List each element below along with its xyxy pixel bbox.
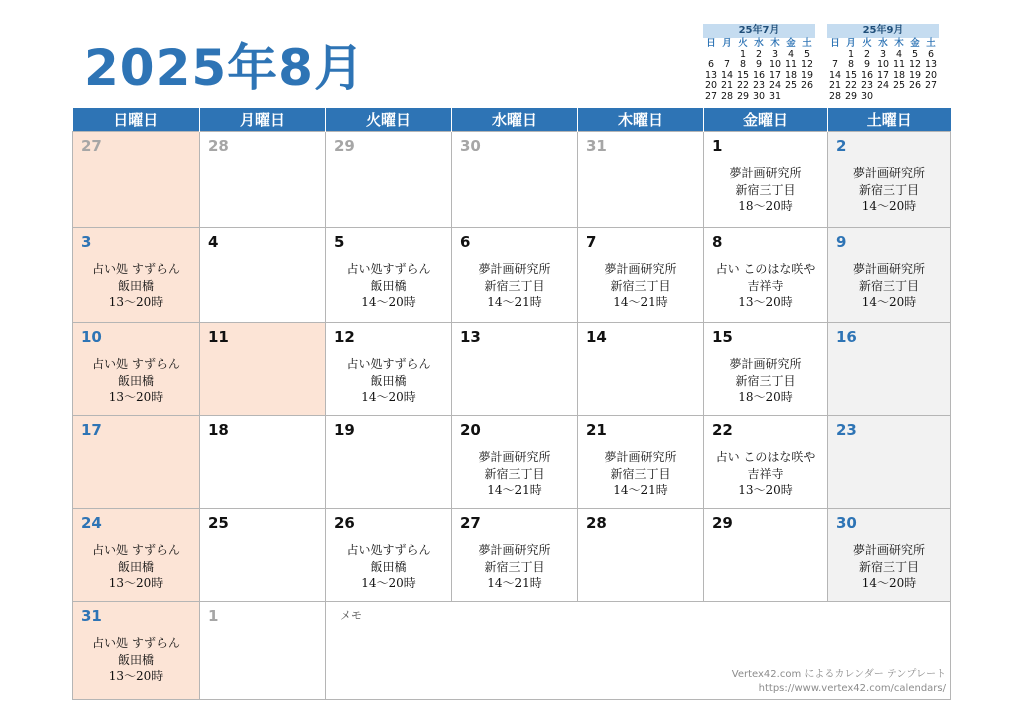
mini-day: 18 [892, 69, 906, 81]
event-text: 占い処すずらん 飯田橋 14～20時 [346, 262, 431, 309]
day-cell[interactable] [73, 509, 200, 602]
day-number: 9 [836, 233, 847, 251]
mini-day: 15 [736, 69, 750, 81]
mini-day: 20 [924, 69, 938, 81]
event-text: 占い処 すずらん 飯田橋 13～20時 [92, 357, 180, 404]
mini-day: 16 [752, 69, 766, 81]
mini-weekday-label: 金 [786, 38, 796, 49]
day-cell[interactable] [200, 323, 326, 416]
day-cell[interactable] [200, 228, 326, 323]
weekday-header: 木曜日 [578, 108, 704, 132]
day-cell[interactable] [578, 132, 704, 228]
mini-day: 3 [771, 48, 779, 60]
day-cell[interactable] [828, 509, 951, 602]
mini-day: 26 [908, 80, 922, 91]
mini-day: 4 [787, 48, 795, 60]
mini-weekday-label: 火 [862, 38, 872, 49]
day-number: 7 [586, 233, 597, 251]
week-row [73, 509, 951, 602]
mini-day: 28 [828, 90, 842, 102]
mini-day: 2 [863, 48, 871, 60]
mini-day: 28 [720, 90, 734, 102]
month-calendar-grid [72, 108, 951, 700]
week-row [73, 416, 951, 509]
day-cell[interactable] [452, 323, 578, 416]
weekday-header: 日曜日 [73, 108, 200, 132]
mini-day: 7 [831, 59, 839, 70]
day-number: 13 [460, 328, 481, 346]
week-row [73, 228, 951, 323]
event-text: 夢計画研究所 新宿三丁目 14～21時 [604, 450, 677, 497]
mini-day: 27 [704, 90, 718, 102]
day-cell[interactable] [704, 416, 828, 509]
day-cell[interactable] [326, 416, 452, 509]
mini-calendar-title: 25年9月 [827, 24, 939, 38]
mini-day: 31 [768, 90, 782, 102]
day-cell[interactable] [578, 509, 704, 602]
mini-day: 1 [739, 48, 747, 60]
day-number: 21 [586, 421, 607, 439]
day-number: 19 [334, 421, 355, 439]
mini-calendar-july [703, 24, 815, 102]
day-cell[interactable] [200, 132, 326, 228]
day-cell[interactable] [578, 228, 704, 323]
weekday-header: 火曜日 [326, 108, 452, 132]
mini-day: 9 [863, 59, 871, 70]
mini-day: 21 [828, 80, 842, 91]
day-cell[interactable] [452, 416, 578, 509]
mini-day: 30 [752, 90, 766, 102]
mini-weekday-label: 金 [910, 38, 920, 49]
day-cell[interactable] [452, 509, 578, 602]
mini-calendar-september [827, 24, 939, 102]
day-number: 29 [712, 514, 733, 532]
day-cell[interactable] [73, 323, 200, 416]
mini-day [891, 92, 907, 103]
day-cell[interactable] [73, 602, 200, 700]
day-number: 1 [712, 137, 723, 155]
mini-day: 3 [879, 48, 887, 60]
day-cell[interactable] [704, 509, 828, 602]
mini-day: 22 [844, 80, 858, 91]
mini-day: 25 [892, 80, 906, 91]
event-text: 夢計画研究所 新宿三丁目 14～21時 [478, 262, 551, 309]
mini-day [907, 92, 923, 103]
day-cell[interactable] [704, 228, 828, 323]
mini-day: 8 [847, 59, 855, 70]
day-number: 20 [460, 421, 481, 439]
day-number: 26 [334, 514, 355, 532]
weekday-header: 金曜日 [704, 108, 828, 132]
mini-weekday-label: 火 [738, 38, 748, 49]
mini-calendar-title: 25年7月 [703, 24, 815, 38]
week-row [73, 602, 951, 700]
mini-day: 12 [800, 59, 814, 70]
event-text: 夢計画研究所 新宿三丁目 14～20時 [852, 262, 925, 309]
mini-calendar-days [827, 39, 939, 102]
day-number: 14 [586, 328, 607, 346]
mini-day: 10 [876, 59, 890, 70]
mini-day: 15 [844, 69, 858, 81]
mini-day: 2 [755, 48, 763, 60]
mini-weekday-label: 日 [830, 38, 840, 49]
mini-weekday-label: 月 [722, 38, 732, 49]
mini-day: 10 [768, 59, 782, 70]
mini-weekday-label: 水 [878, 38, 888, 49]
day-cell[interactable] [73, 228, 200, 323]
day-cell[interactable] [828, 416, 951, 509]
memo-label: メモ [340, 609, 362, 622]
day-cell[interactable] [73, 416, 200, 509]
day-number: 10 [81, 328, 102, 346]
mini-day: 17 [876, 69, 890, 81]
day-number: 27 [460, 514, 481, 532]
event-text: 夢計画研究所 新宿三丁目 14～21時 [478, 543, 551, 590]
mini-day: 27 [924, 80, 938, 91]
mini-day: 26 [800, 80, 814, 91]
mini-day: 7 [723, 59, 731, 70]
day-cell[interactable] [578, 323, 704, 416]
day-number: 28 [586, 514, 607, 532]
day-cell[interactable] [704, 132, 828, 228]
mini-weekday-label: 日 [706, 38, 716, 49]
day-number: 12 [334, 328, 355, 346]
day-number: 24 [81, 514, 102, 532]
weekday-header: 土曜日 [828, 108, 951, 132]
day-number: 27 [81, 137, 102, 155]
mini-day: 24 [876, 80, 890, 91]
mini-day: 14 [720, 69, 734, 81]
mini-weekday-label: 土 [926, 38, 936, 49]
day-number: 1 [208, 607, 219, 625]
day-number: 8 [712, 233, 723, 251]
mini-day: 11 [892, 59, 906, 70]
mini-day: 9 [755, 59, 763, 70]
mini-day: 29 [844, 90, 858, 102]
mini-day: 23 [860, 80, 874, 91]
mini-day: 6 [707, 59, 715, 70]
mini-day: 24 [768, 80, 782, 91]
day-cell[interactable] [200, 416, 326, 509]
day-cell[interactable] [326, 509, 452, 602]
mini-day [783, 92, 799, 103]
day-number: 18 [208, 421, 229, 439]
mini-day: 1 [847, 48, 855, 60]
day-cell[interactable] [578, 416, 704, 509]
day-number: 16 [836, 328, 857, 346]
day-cell[interactable] [452, 132, 578, 228]
day-number: 5 [334, 233, 345, 251]
day-cell[interactable] [200, 602, 326, 700]
day-cell[interactable] [828, 323, 951, 416]
mini-day [799, 92, 815, 103]
mini-day [875, 92, 891, 103]
day-number: 31 [81, 607, 102, 625]
mini-day: 13 [924, 59, 938, 70]
week-row [73, 132, 951, 228]
mini-day [923, 92, 939, 103]
day-number: 25 [208, 514, 229, 532]
mini-day: 21 [720, 80, 734, 91]
day-number: 15 [712, 328, 733, 346]
event-text: 占い このはな咲や 吉祥寺 13～20時 [715, 262, 816, 309]
day-cell[interactable] [200, 509, 326, 602]
mini-weekday-label: 水 [754, 38, 764, 49]
day-cell[interactable] [452, 228, 578, 323]
mini-day: 16 [860, 69, 874, 81]
mini-day: 22 [736, 80, 750, 91]
mini-weekday-label: 木 [894, 38, 904, 49]
mini-day: 5 [911, 48, 919, 60]
event-text: 占い処すずらん 飯田橋 14～20時 [346, 357, 431, 404]
mini-calendar-days [703, 39, 815, 102]
day-number: 17 [81, 421, 102, 439]
mini-day: 13 [704, 69, 718, 81]
event-text: 占い このはな咲や 吉祥寺 13～20時 [715, 450, 816, 497]
day-cell[interactable] [828, 132, 951, 228]
event-text: 夢計画研究所 新宿三丁目 14～20時 [852, 166, 925, 213]
day-number: 3 [81, 233, 92, 251]
mini-day: 30 [860, 90, 874, 102]
day-number: 22 [712, 421, 733, 439]
mini-weekday-label: 土 [802, 38, 812, 49]
credit-line: Vertex42.com によるカレンダー テンプレート [731, 669, 946, 680]
day-number: 4 [208, 233, 219, 251]
week-row [73, 323, 951, 416]
day-cell[interactable] [704, 323, 828, 416]
mini-day: 19 [908, 69, 922, 81]
page-title: 2025年8月 [84, 39, 365, 97]
mini-day: 18 [784, 69, 798, 81]
day-cell[interactable] [326, 132, 452, 228]
weekday-header-row [73, 108, 951, 132]
day-cell[interactable] [326, 228, 452, 323]
memo-cell[interactable] [326, 602, 951, 700]
mini-day: 19 [800, 69, 814, 81]
mini-day: 6 [927, 48, 935, 60]
day-number: 28 [208, 137, 229, 155]
event-text: 夢計画研究所 新宿三丁目 14～21時 [478, 450, 551, 497]
day-cell[interactable] [828, 228, 951, 323]
day-number: 2 [836, 137, 847, 155]
template-credit [732, 668, 946, 696]
credit-url[interactable]: https://www.vertex42.com/calendars/ [758, 683, 946, 694]
event-text: 夢計画研究所 新宿三丁目 14～20時 [852, 543, 925, 590]
event-text: 占い処すずらん 飯田橋 14～20時 [346, 543, 431, 590]
mini-day: 12 [908, 59, 922, 70]
event-text: 夢計画研究所 新宿三丁目 18～20時 [729, 357, 802, 404]
event-text: 夢計画研究所 新宿三丁目 14～21時 [604, 262, 677, 309]
day-number: 11 [208, 328, 229, 346]
mini-day: 14 [828, 69, 842, 81]
event-text: 占い処 すずらん 飯田橋 13～20時 [92, 262, 180, 309]
day-number: 6 [460, 233, 471, 251]
mini-weekday-label: 木 [770, 38, 780, 49]
weekday-header: 月曜日 [200, 108, 326, 132]
mini-day: 11 [784, 59, 798, 70]
mini-day: 4 [895, 48, 903, 60]
day-number: 29 [334, 137, 355, 155]
day-cell[interactable] [326, 323, 452, 416]
mini-day: 5 [803, 48, 811, 60]
mini-day: 17 [768, 69, 782, 81]
day-cell[interactable] [73, 132, 200, 228]
mini-weekday-label: 月 [846, 38, 856, 49]
event-text: 占い処 すずらん 飯田橋 13～20時 [92, 543, 180, 590]
day-number: 23 [836, 421, 857, 439]
day-number: 30 [836, 514, 857, 532]
event-text: 占い処 すずらん 飯田橋 13～20時 [92, 636, 180, 683]
mini-day: 20 [704, 80, 718, 91]
mini-day: 23 [752, 80, 766, 91]
weekday-header: 水曜日 [452, 108, 578, 132]
mini-day: 29 [736, 90, 750, 102]
day-number: 30 [460, 137, 481, 155]
day-number: 31 [586, 137, 607, 155]
mini-day: 25 [784, 80, 798, 91]
mini-day: 8 [739, 59, 747, 70]
event-text: 夢計画研究所 新宿三丁目 18～20時 [729, 166, 802, 213]
